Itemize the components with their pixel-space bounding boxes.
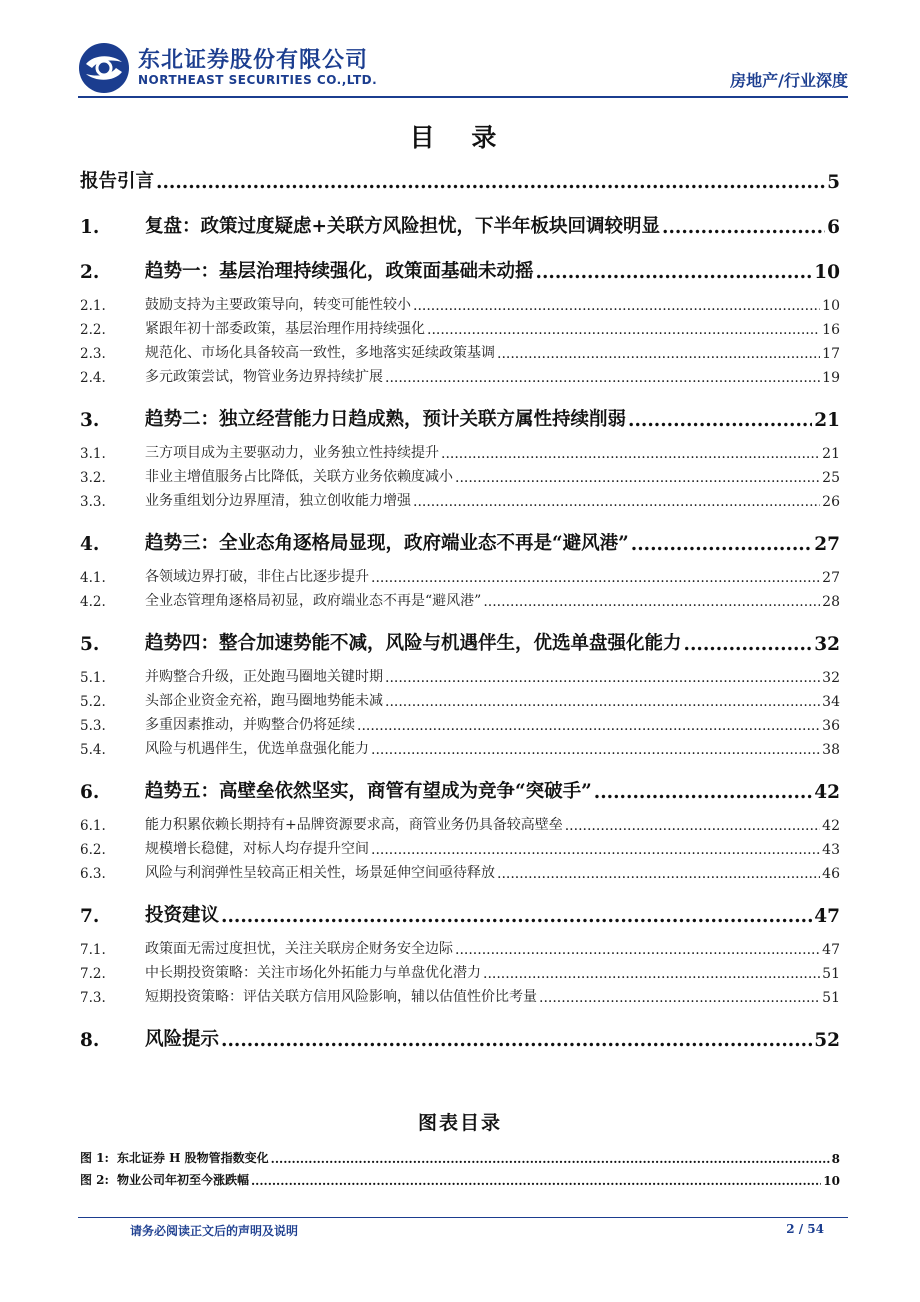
toc-subsection-entry[interactable]	[80, 467, 840, 486]
toc-entry-title: 能力积累依赖长期持有+品牌资源要求高，商管业务仍具备较高壁垒	[145, 817, 563, 833]
toc-entry-number: 7.1.	[80, 942, 106, 958]
toc-section-entry[interactable]	[80, 902, 840, 927]
toc-entry-page: 32	[814, 634, 840, 655]
toc-entry-page: 25	[822, 470, 840, 486]
toc-entry-title: 头部企业资金充裕，跑马圈地势能未减	[145, 693, 383, 709]
toc-entry-title: 三方项目成为主要驱动力，业务独立性持续提升	[145, 445, 439, 461]
toc-entry-number: 2.3.	[80, 346, 106, 362]
toc-entry-page: 21	[822, 446, 840, 462]
toc-entry-number: 5.4.	[80, 742, 106, 758]
toc-entry-title: 规范化、市场化具备较高一致性，多地落实延续政策基调	[145, 345, 495, 361]
toc-dot-leader	[357, 718, 820, 734]
toc-entry-page: 51	[822, 966, 840, 982]
toc-entry-number: 2.	[80, 262, 100, 283]
toc-entry-title: 政策面无需过度担忧，关注关联房企财务安全边际	[145, 941, 453, 957]
toc-dot-leader	[427, 322, 820, 338]
toc-entry-title: 并购整合升级，正处跑马圈地关键时期	[145, 669, 383, 685]
toc-entry-page: 51	[822, 990, 840, 1006]
toc-entry-page: 28	[822, 594, 840, 610]
toc-entry-number: 3.2.	[80, 470, 106, 486]
figure-dot-leader	[271, 1152, 830, 1166]
toc-entry-title: 各领域边界打破，非住占比逐步提升	[145, 569, 369, 585]
toc-entry-title: 复盘：政策过度疑虑+关联方风险担忧，下半年板块回调较明显	[145, 216, 661, 237]
toc-entry-page: 52	[814, 1030, 840, 1051]
toc-section-entry[interactable]	[80, 630, 840, 655]
figure-title: 物业公司年初至今涨跌幅	[116, 1173, 249, 1187]
toc-entry-title: 非业主增值服务占比降低，关联方业务依赖度减小	[145, 469, 453, 485]
toc-entry-page: 16	[822, 322, 840, 338]
toc-subsection-entry[interactable]	[80, 343, 840, 362]
toc-subsection-entry[interactable]	[80, 739, 840, 758]
toc-dot-leader	[631, 534, 812, 555]
toc-section-entry[interactable]	[80, 406, 840, 431]
toc-entry-title: 趋势三：全业态角逐格局显现，政府端业态不再是“避风港”	[145, 533, 629, 554]
toc-entry-title: 多重因素推动，并购整合仍将延续	[145, 717, 355, 733]
toc-entry-number: 7.	[80, 906, 100, 927]
toc-dot-leader	[497, 866, 820, 882]
page-header	[78, 40, 848, 94]
toc-entry-page: 21	[814, 410, 840, 431]
toc-entry-title: 趋势四：整合加速势能不减，风险与机遇伴生，优选单盘强化能力	[145, 633, 682, 654]
toc-dot-leader	[594, 782, 812, 803]
toc-entry-title: 规模增长稳健，对标人均存提升空间	[145, 841, 369, 857]
footer-disclaimer: 请务必阅读正文后的声明及说明	[130, 1224, 299, 1238]
toc-subsection-entry[interactable]	[80, 939, 840, 958]
toc-entry-page: 26	[822, 494, 840, 510]
toc-subsection-entry[interactable]	[80, 367, 840, 386]
company-logo-icon	[78, 42, 130, 94]
toc-dot-leader	[536, 262, 813, 283]
toc-dot-leader	[385, 694, 820, 710]
toc-dot-leader	[413, 298, 820, 314]
toc-entry-title: 中长期投资策略：关注市场化外拓能力与单盘优化潜力	[145, 965, 481, 981]
toc-dot-leader	[371, 842, 820, 858]
toc-entry-title: 趋势一：基层治理持续强化，政策面基础未动摇	[145, 261, 534, 282]
toc-entry-page: 10	[814, 262, 840, 283]
company-name-en: NORTHEAST SECURITIES CO.,LTD.	[138, 73, 378, 87]
toc-dot-leader	[413, 494, 820, 510]
toc-entry-title: 风险与利润弹性呈较高正相关性，场景延伸空间亟待释放	[145, 865, 495, 881]
figure-dot-leader	[251, 1174, 821, 1188]
toc-entry-title: 紧跟年初十部委政策，基层治理作用持续强化	[145, 321, 425, 337]
toc-subsection-entry[interactable]	[80, 591, 840, 610]
figure-title: 东北证券 H 股物管指数变化	[116, 1151, 269, 1165]
toc-entry-title: 短期投资策略：评估关联方信用风险影响，辅以估值性价比考量	[145, 989, 537, 1005]
toc-entry-title: 多元政策尝试，物管业务边界持续扩展	[145, 369, 383, 385]
toc-section-entry[interactable]	[80, 213, 840, 238]
toc-entry-number: 1.	[80, 217, 100, 238]
toc-entry-number: 5.1.	[80, 670, 106, 686]
toc-title: 目 录	[409, 123, 511, 152]
toc-entry-page: 42	[814, 782, 840, 803]
toc-subsection-entry[interactable]	[80, 815, 840, 834]
figure-list-entry[interactable]	[80, 1172, 840, 1188]
footer-divider	[78, 1217, 848, 1218]
toc-entry-page: 27	[822, 570, 840, 586]
toc-section-entry[interactable]	[80, 258, 840, 283]
toc-entry-title: 业务重组划分边界厘清，独立创收能力增强	[145, 493, 411, 509]
toc-entry-number: 5.3.	[80, 718, 106, 734]
toc-entry-number: 3.3.	[80, 494, 106, 510]
toc-dot-leader	[221, 1030, 812, 1051]
toc-entry-page: 5	[827, 172, 840, 193]
toc-subsection-entry[interactable]	[80, 987, 840, 1006]
toc-dot-leader	[684, 634, 813, 655]
toc-entry-page: 42	[822, 818, 840, 834]
toc-entry-number: 2.1.	[80, 298, 106, 314]
figure-label: 图 1:	[80, 1151, 109, 1165]
toc-dot-leader	[483, 966, 820, 982]
toc-entry-title: 鼓励支持为主要政策导向，转变可能性较小	[145, 297, 411, 313]
toc-entry-number: 2.4.	[80, 370, 106, 386]
toc-section-entry[interactable]	[80, 530, 840, 555]
toc-entry-number: 4.	[80, 534, 100, 555]
toc-dot-leader	[221, 906, 812, 927]
toc-entry-page: 32	[822, 670, 840, 686]
toc-entry-number: 6.2.	[80, 842, 106, 858]
toc-dot-leader	[483, 594, 820, 610]
toc-entry-number: 3.	[80, 410, 100, 431]
toc-dot-leader	[662, 217, 825, 238]
toc-entry-number: 4.2.	[80, 594, 106, 610]
figure-list	[80, 1150, 840, 1194]
toc-entry-title: 报告引言	[80, 171, 155, 192]
toc-dot-leader	[441, 446, 820, 462]
toc-subsection-entry[interactable]	[80, 839, 840, 858]
figure-list-entry[interactable]	[80, 1150, 840, 1166]
toc-entry-page: 43	[822, 842, 840, 858]
toc-section-entry[interactable]	[80, 778, 840, 803]
toc-dot-leader	[371, 742, 820, 758]
toc-entry-title: 风险提示	[145, 1029, 220, 1050]
toc-dot-leader	[156, 172, 825, 193]
toc-dot-leader	[539, 990, 820, 1006]
toc-subsection-entry[interactable]	[80, 667, 840, 686]
toc-entry-page: 47	[822, 942, 840, 958]
toc-entry-page: 38	[822, 742, 840, 758]
figure-label: 图 2:	[80, 1173, 109, 1187]
toc-subsection-entry[interactable]	[80, 443, 840, 462]
toc-entry-title: 趋势五：高壁垒依然坚实，商管有望成为竞争“突破手”	[145, 781, 592, 802]
toc-entry-page: 10	[822, 298, 840, 314]
toc-entry-number: 2.2.	[80, 322, 106, 338]
toc-dot-leader	[455, 942, 820, 958]
toc-entry-number: 6.1.	[80, 818, 106, 834]
toc-entry-number: 7.3.	[80, 990, 106, 1006]
toc-dot-leader	[371, 570, 820, 586]
toc-entry-title: 全业态管理角逐格局初显，政府端业态不再是“避风港”	[145, 593, 482, 609]
header-divider	[78, 96, 848, 98]
toc-entry-title: 风险与机遇伴生，优选单盘强化能力	[145, 741, 369, 757]
toc-entry-page: 6	[827, 217, 840, 238]
toc-entry-page: 47	[814, 906, 840, 927]
toc-subsection-entry[interactable]	[80, 295, 840, 314]
toc-entry-page: 34	[822, 694, 840, 710]
toc-section-entry[interactable]	[80, 168, 840, 193]
figure-list-title: 图表目录	[417, 1112, 502, 1134]
toc-subsection-entry[interactable]	[80, 963, 840, 982]
toc-subsection-entry[interactable]	[80, 319, 840, 338]
toc-dot-leader	[385, 370, 820, 386]
toc-entry-number: 8.	[80, 1030, 100, 1051]
toc-section-entry[interactable]	[80, 1026, 840, 1051]
toc-entry-page: 27	[814, 534, 840, 555]
toc-subsection-entry[interactable]	[80, 863, 840, 882]
table-of-contents	[80, 168, 840, 1051]
toc-dot-leader	[628, 410, 812, 431]
toc-entry-title: 投资建议	[145, 905, 220, 926]
toc-entry-page: 46	[822, 866, 840, 882]
toc-entry-title: 趋势二：独立经营能力日趋成熟，预计关联方属性持续削弱	[145, 409, 627, 430]
page-number: 2 / 54	[786, 1222, 824, 1236]
toc-dot-leader	[455, 470, 820, 486]
toc-dot-leader	[497, 346, 820, 362]
toc-subsection-entry[interactable]	[80, 567, 840, 586]
toc-subsection-entry[interactable]	[80, 691, 840, 710]
toc-dot-leader	[385, 670, 820, 686]
toc-entry-number: 5.	[80, 634, 100, 655]
toc-entry-page: 19	[822, 370, 840, 386]
figure-page: 8	[831, 1152, 840, 1166]
toc-entry-number: 6.	[80, 782, 100, 803]
toc-entry-number: 6.3.	[80, 866, 106, 882]
toc-dot-leader	[565, 818, 820, 834]
toc-entry-number: 5.2.	[80, 694, 106, 710]
company-name-cn: 东北证券股份有限公司	[138, 48, 369, 73]
figure-page: 10	[823, 1174, 840, 1188]
toc-entry-number: 4.1.	[80, 570, 106, 586]
toc-entry-page: 36	[822, 718, 840, 734]
toc-entry-number: 7.2.	[80, 966, 106, 982]
toc-entry-number: 3.1.	[80, 446, 106, 462]
toc-subsection-entry[interactable]	[80, 715, 840, 734]
toc-entry-page: 17	[822, 346, 840, 362]
toc-subsection-entry[interactable]	[80, 491, 840, 510]
report-category: 房地产/行业深度	[730, 71, 848, 90]
